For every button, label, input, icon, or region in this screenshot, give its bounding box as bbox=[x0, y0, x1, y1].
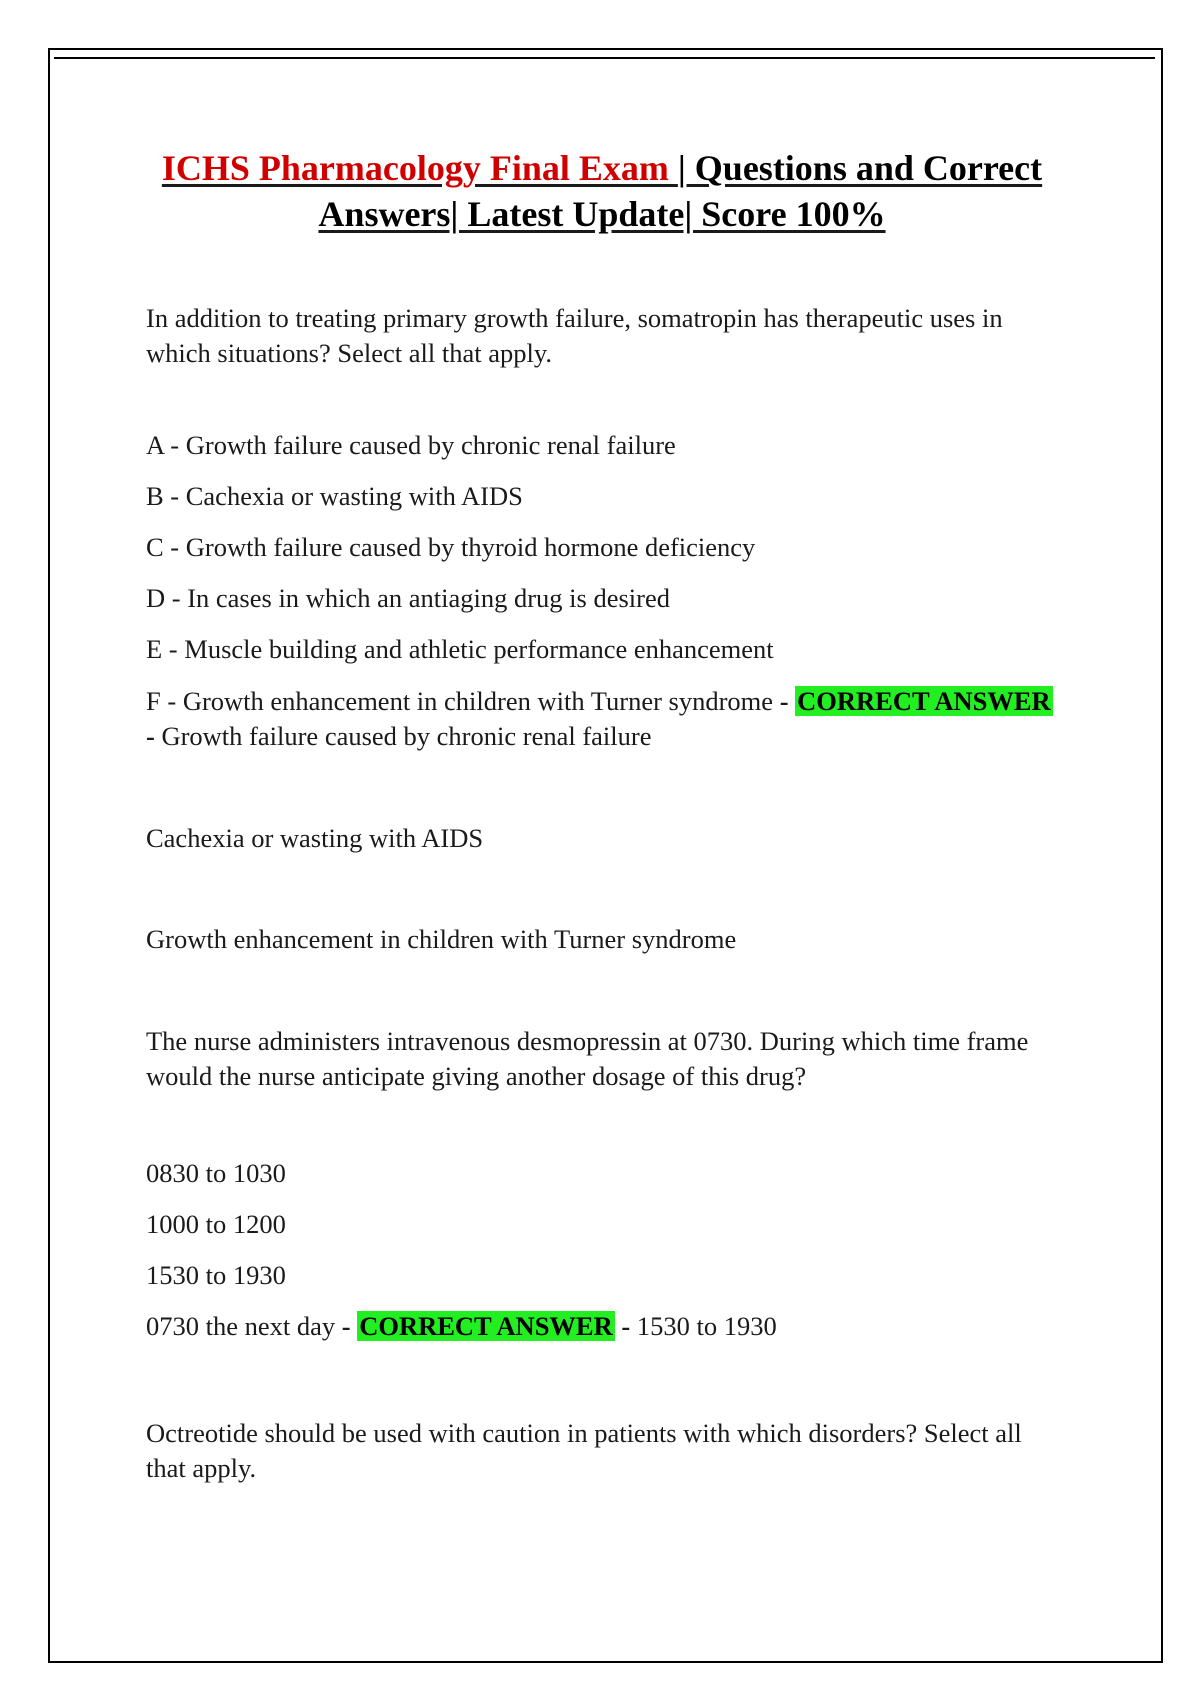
question-2-options bbox=[146, 1148, 1058, 1352]
q1-option-f-with-answer: F - Growth enhancement in children with Turner syndrome - CORRECT ANSWER - Growth failure caused by chronic renal failure bbox=[146, 686, 1051, 751]
q1-option-a: A - Growth failure caused by chronic renal failure bbox=[146, 430, 676, 460]
q2-option-3: 1530 to 1930 bbox=[146, 1260, 286, 1290]
document-body bbox=[146, 145, 1058, 1486]
q2-answer: 1530 to 1930 bbox=[636, 1311, 777, 1341]
question-1-options bbox=[146, 420, 1058, 754]
q2-option-4-with-answer: 0730 the next day - CORRECT ANSWER - 1530 to 1930 bbox=[146, 1311, 777, 1341]
page-title bbox=[146, 145, 1058, 237]
question-2-text: The nurse administers intravenous desmopressin at 0730. During which time frame would the nurse anticipate giving another dosage of this drug? bbox=[146, 1026, 1029, 1091]
title-suffix-line1: | Questions and Correct bbox=[677, 148, 1043, 188]
question-3-text: Octreotide should be used with caution in patients with which disorders? Select all that apply. bbox=[146, 1418, 1022, 1483]
correct-answer-badge-q1: CORRECT ANSWER bbox=[797, 686, 1051, 716]
correct-answer-badge-q2: CORRECT ANSWER bbox=[359, 1311, 613, 1341]
q1-answer-3: Growth enhancement in children with Turner syndrome bbox=[146, 924, 737, 954]
q1-option-e: E - Muscle building and athletic performance enhancement bbox=[146, 634, 774, 664]
q1-option-d: D - In cases in which an antiaging drug is desired bbox=[146, 583, 670, 613]
q1-answer-1: Growth failure caused by chronic renal failure bbox=[161, 721, 652, 751]
q2-option-4: 0730 the next day bbox=[146, 1311, 336, 1341]
q2-option-2: 1000 to 1200 bbox=[146, 1209, 286, 1239]
q2-option-1: 0830 to 1030 bbox=[146, 1158, 286, 1188]
title-suffix-line2: Answers| Latest Update| Score 100% bbox=[318, 194, 886, 234]
q1-answer-2: Cachexia or wasting with AIDS bbox=[146, 823, 484, 853]
question-1-text: In addition to treating primary growth failure, somatropin has therapeutic uses in which situations? Select all that apply. bbox=[146, 303, 1003, 368]
q1-option-c: C - Growth failure caused by thyroid hormone deficiency bbox=[146, 532, 756, 562]
q1-option-f: F - Growth enhancement in children with Turner syndrome bbox=[146, 686, 774, 716]
title-course: ICHS Pharmacology Final Exam bbox=[161, 148, 678, 188]
q1-option-b: B - Cachexia or wasting with AIDS bbox=[146, 481, 523, 511]
